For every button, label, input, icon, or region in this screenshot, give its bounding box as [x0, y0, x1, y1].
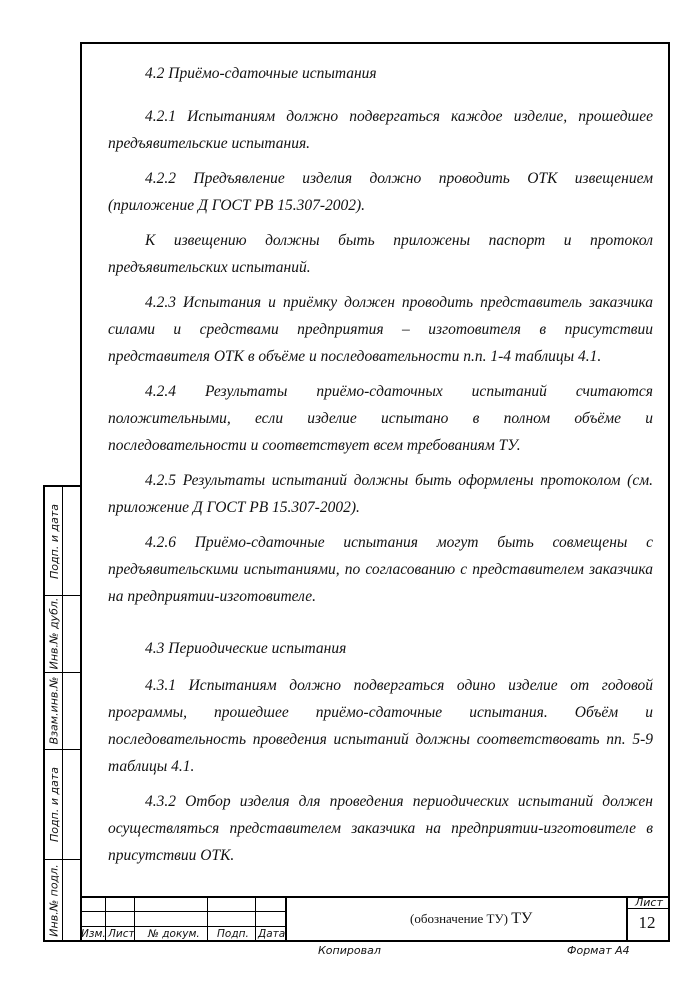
format-label: Формат А4 — [567, 944, 630, 957]
sidebar-label: Инв.№ подл. — [47, 864, 61, 937]
sidebar-label: Инв.№ дубл. — [47, 597, 61, 670]
paragraph-4-2-6: 4.2.6 Приёмо-сдаточные испытания могут быть совмещены с предъявительскими испытаниями, по согласованию с представителем заказчика на предприятии-изготовителе. — [108, 534, 653, 605]
copied-by-label: Копировал — [318, 944, 381, 957]
header-date: Дата — [258, 928, 286, 940]
sidebar-label: Подп. и дата — [47, 503, 61, 579]
header-doc-number: № докум. — [148, 928, 200, 940]
paragraph-4-2-3: 4.2.3 Испытания и приёмку должен проводить представитель заказчика силами и средствами предприятия – изготовителя в присутствии представителя ОТК в объёме и последовательности п.п. 1-4 таблицы 4.1. — [108, 294, 653, 365]
header-signature: Подп. — [217, 928, 249, 940]
section-heading-4-2: 4.2 Приёмо-сдаточные испытания — [145, 65, 377, 82]
sidebar-label: Подп. и дата — [47, 766, 61, 842]
title-block-top-rule — [80, 896, 670, 898]
header-change: Изм. — [81, 928, 106, 940]
sidebar-label: Взам.инв.№ — [47, 676, 61, 745]
paragraph-4-2-4: 4.2.4 Результаты приёмо-сдаточных испытаний считаются положительными, если изделие испытано в полном объёме и последовательности и соответствует всем требованиям ТУ. — [108, 383, 653, 454]
designation-prefix: (обозначение ТУ) — [410, 911, 509, 926]
sidebar-cell-original-inv — [45, 859, 63, 942]
section-heading-4-3: 4.3 Периодические испытания — [145, 640, 347, 657]
title-block — [80, 896, 670, 942]
sheet-label: Лист — [635, 896, 663, 909]
header-sheet: Лист — [108, 928, 135, 940]
title-block-col-rule — [255, 896, 256, 942]
paragraph-4-2-5: 4.2.5 Результаты испытаний должны быть оформлены протоколом (см. приложение Д ГОСТ РВ 15.307-2002). — [108, 472, 653, 516]
document-designation — [410, 910, 532, 928]
title-block-col-rule — [207, 896, 208, 942]
paragraph-4-2-2: 4.2.2 Предъявление изделия должно проводить ОТК извещением (приложение Д ГОСТ РВ 15.307-2002). — [108, 170, 653, 214]
paragraph-4-3-1: 4.3.1 Испытаниям должно подвергаться одино изделие от годовой программы, прошедшее приёмо-сдаточные испытания. Объём и последовательность проведения испытаний должны соответствовать пп. 5-9 таблицы 4.1. — [108, 677, 653, 775]
sidebar-cell-replacement-inv — [45, 672, 63, 749]
left-margin-stamp — [43, 485, 80, 942]
sidebar-cell-signature-date-2 — [45, 749, 63, 859]
title-block-col-rule — [285, 896, 287, 942]
sidebar-cell-duplicate-inv — [45, 595, 63, 672]
paragraph-notice: К извещению должны быть приложены паспорт и протокол предъявительских испытаний. — [108, 232, 653, 276]
document-body — [108, 60, 653, 869]
sheet-number: 12 — [638, 913, 656, 932]
sidebar-cell-signature-date-1 — [45, 487, 63, 595]
paragraph-4-3-2: 4.3.2 Отбор изделия для проведения периодических испытаний должен осуществляться представителем заказчика на предприятии-изготовителе в присутствии ОТК. — [108, 793, 653, 864]
designation-suffix: ТУ — [511, 910, 533, 927]
paragraph-4-2-1: 4.2.1 Испытаниям должно подвергаться каждое изделие, прошедшее предъявительские испытания. — [108, 108, 653, 152]
